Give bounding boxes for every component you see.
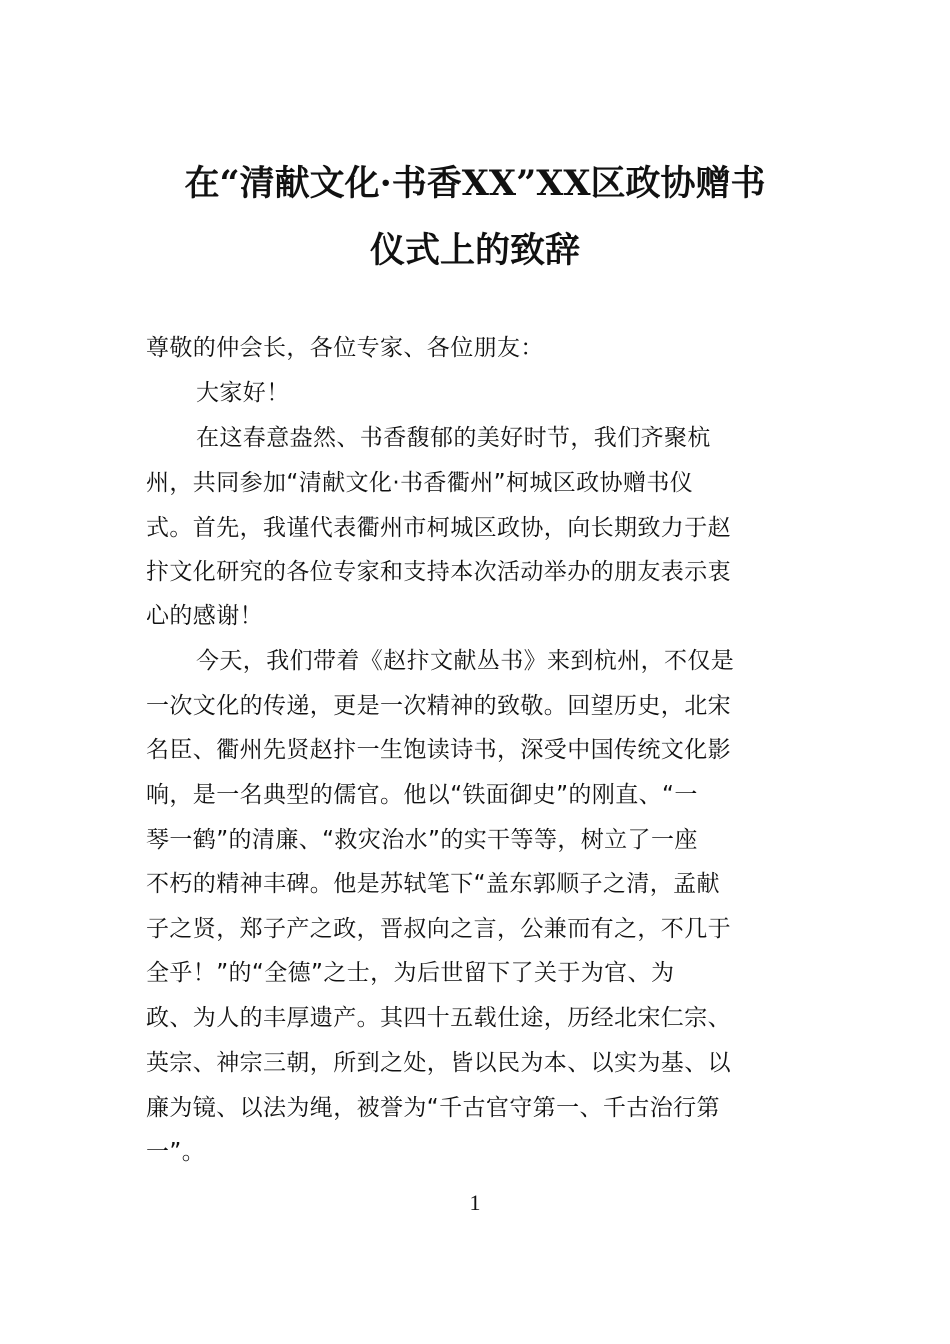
paragraph-1-line: 抃文化研究的各位专家和支持本次活动举办的朋友表示衷 (146, 559, 731, 585)
paragraph-2-line: 一”。 (146, 1139, 206, 1165)
paragraph-2-line: 全乎！”的“全德”之士，为后世留下了关于为官、为 (146, 960, 675, 986)
greeting: 大家好！ (196, 380, 290, 406)
paragraph-1-line: 在这春意盎然、书香馥郁的美好时节，我们齐聚杭 (196, 425, 711, 451)
paragraph-2-line: 名臣、衢州先贤赵抃一生饱读诗书，深受中国传统文化影 (146, 737, 731, 763)
paragraph-1-line: 州，共同参加“清献文化·书香衢州”柯城区政协赠书仪 (146, 470, 694, 496)
paragraph-2-line: 不朽的精神丰碑。他是苏轼笔下“盖东郭顺子之清，孟献 (146, 871, 720, 897)
paragraph-2-line: 琴一鹤”的清廉、“救灾治水”的实干等等，树立了一座 (146, 827, 698, 853)
document-title-line-1: 在“清献文化·书香XX”XX区政协赠书 (184, 163, 766, 204)
document-title-line-2: 仪式上的致辞 (369, 230, 580, 271)
paragraph-2-line: 政、为人的丰厚遗产。其四十五载仕途，历经北宋仁宗、 (146, 1005, 731, 1031)
paragraph-1-line: 式。首先，我谨代表衢州市柯城区政协，向长期致力于赵 (146, 515, 731, 541)
page-number: 1 (469, 1190, 481, 1215)
paragraph-2-line: 一次文化的传递，更是一次精神的致敬。回望历史，北宋 (146, 693, 731, 719)
paragraph-2-line: 英宗、神宗三朝，所到之处，皆以民为本、以实为基、以 (146, 1050, 731, 1076)
paragraph-1-line: 心的感谢！ (146, 603, 263, 629)
paragraph-2-line: 廉为镜、以法为绳，被誉为“千古官守第一、千古治行第 (146, 1095, 720, 1121)
paragraph-2-line: 今天，我们带着《赵抃文献丛书》来到杭州，不仅是 (196, 648, 735, 674)
paragraph-2-line: 子之贤，郑子产之政，晋叔向之言，公兼而有之，不几于 (146, 916, 731, 942)
paragraph-2-line: 响，是一名典型的儒官。他以“铁面御史”的刚直、“一 (146, 782, 698, 808)
salutation: 尊敬的仲会长，各位专家、各位朋友： (146, 335, 544, 361)
